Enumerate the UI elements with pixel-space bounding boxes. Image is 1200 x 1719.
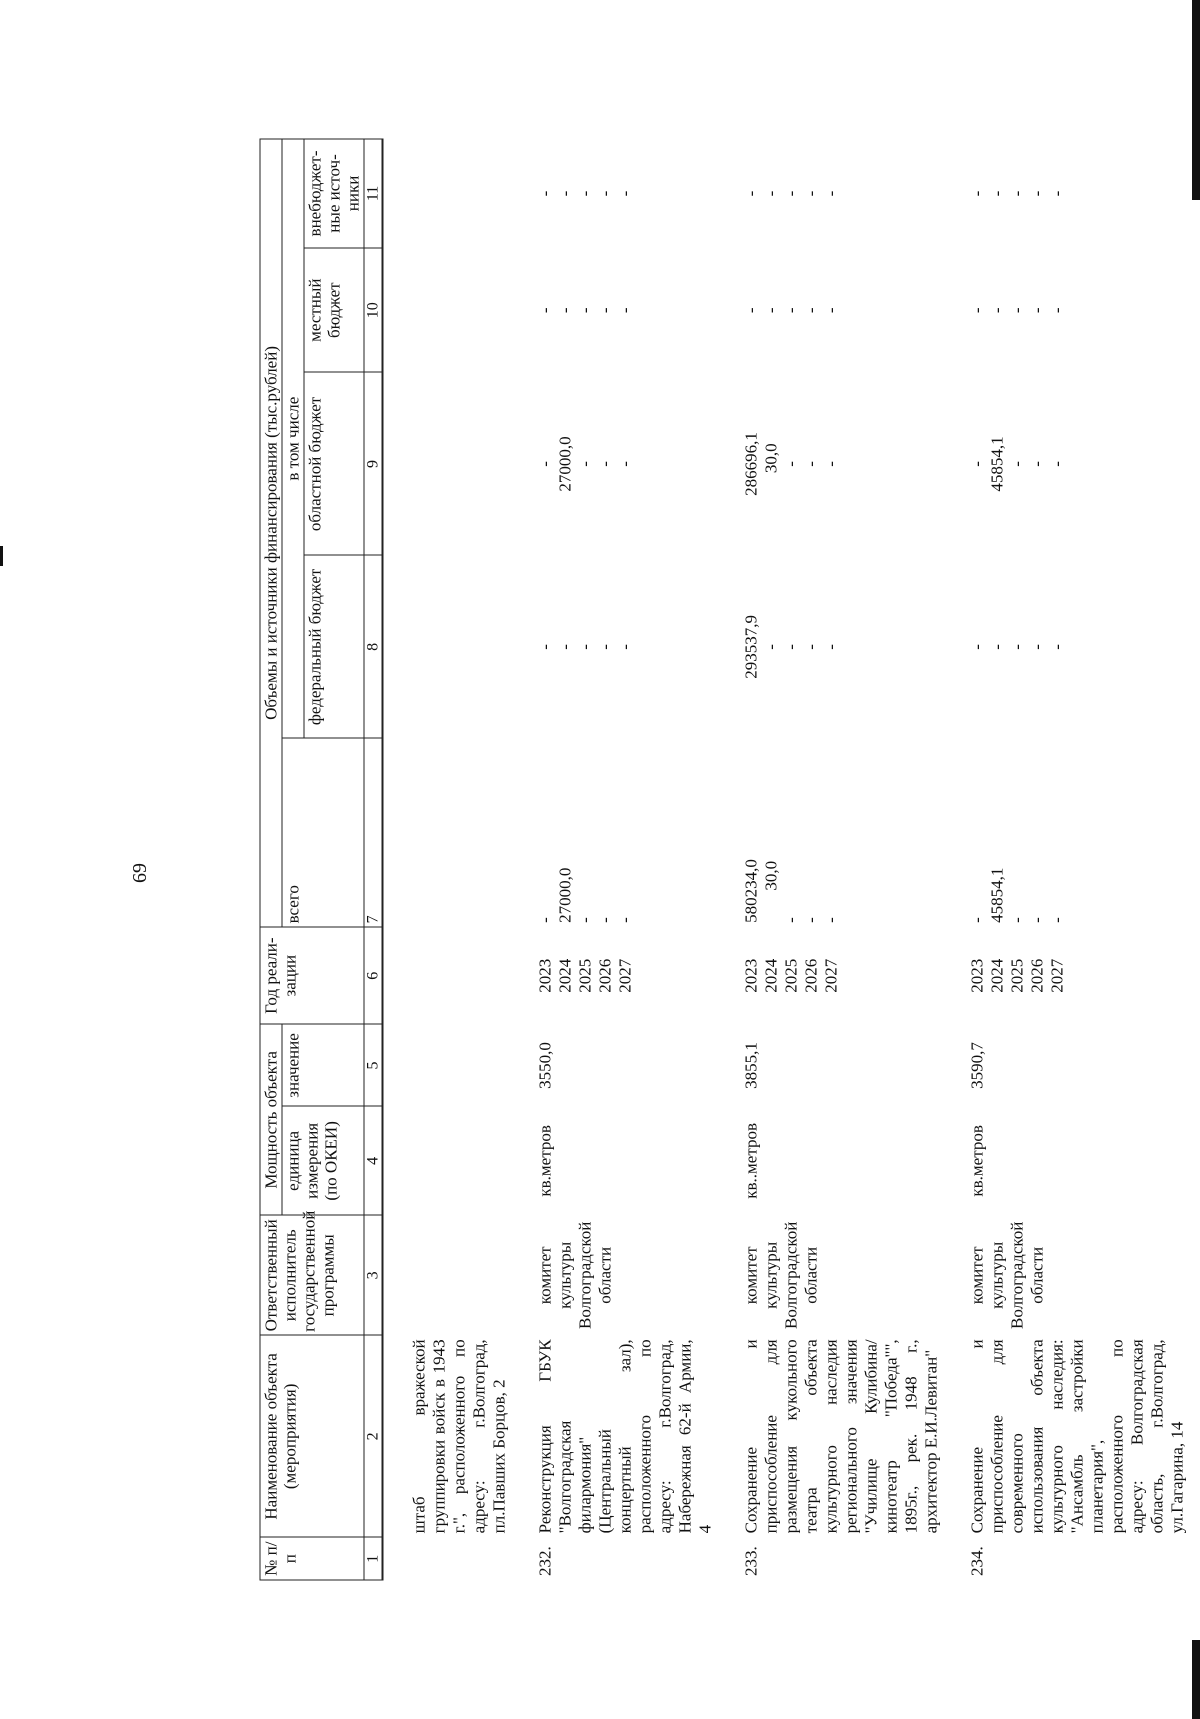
total-amounts: 580234,0 30,0 - - - [741,859,841,923]
row-number: 233. [741,1546,761,1576]
regional-amounts: - 45854,1 - - - [967,436,1067,492]
years: 2023 2024 2025 2026 2027 [535,958,635,993]
capacity-value: 3855,1 [741,1042,761,1089]
federal-amounts: - - - - - [535,644,635,650]
header-local: местный бюджет [304,248,364,373]
regional-amounts: 286696,1 30,0 - - - [741,432,841,496]
column-number: 10 [364,248,383,373]
object-name: Сохранение и приспособление для размещения кукольного театра объекта культурного наследия регионального значения "Училище Кулибина/кинотеатр "Победа"", 1895г., рек. 1948 г., архитектор Е.И.Левитан" [741,1339,941,1534]
local-amounts: - - - - - [967,307,1067,314]
executor: комитет культуры Волгоградской области [967,1221,1047,1329]
executor: комитет культуры Волгоградской области [535,1221,615,1329]
scan-edge-bar-bottom [1192,1640,1200,1719]
table-row-continuation [410,139,510,1580]
executor: комитет культуры Волгоградской области [741,1221,821,1329]
table-row [742,139,942,1580]
header-including: в том числе [282,139,304,738]
column-number: 8 [364,555,383,738]
column-number: 9 [364,373,383,556]
column-number: 11 [364,139,383,248]
header-year: Год реали-зации [260,927,364,1025]
column-number: 3 [364,1215,383,1335]
header-value: значение [282,1025,364,1107]
header-name: Наименование объекта (мероприятия) [260,1335,364,1537]
capacity-value: 3550,0 [535,1042,555,1089]
page-number: 69 [129,863,151,883]
row-number: 232. [535,1546,555,1576]
years: 2023 2024 2025 2026 2027 [741,958,841,993]
continuation-text: штаб вражеской группировки войск в 1943 г.", расположенного по адресу: г.Волгоград, пл.Павших Борцов, 2 [409,1339,509,1534]
federal-amounts: - - - - - [967,644,1067,650]
column-number: 4 [364,1106,383,1215]
rotated-table-page [260,139,1187,1581]
years: 2023 2024 2025 2026 2027 [967,958,1067,993]
header-federal: федеральный бюджет [304,555,364,738]
header-executor: Ответственный исполнитель государственной программы [260,1215,364,1335]
unit: кв..метров [741,1122,761,1199]
offbudget-amounts: - - - - - [967,190,1067,197]
offbudget-amounts: - - - - - [535,190,635,197]
offbudget-amounts: - - - - - [741,190,841,197]
table-row [968,139,1188,1580]
header-total: всего [282,738,364,927]
column-number: 5 [364,1025,383,1107]
financing-table [260,139,1188,1581]
object-name: Сохранение и приспособление для современного использования объекта культурного наследия: "Ансамбль застройки планетария", расположенного по адресу: Волгоградская область, г.Волгоград, ул.Гагарина, 14 [967,1339,1187,1534]
regional-amounts: - 27000,0 - - - [535,436,635,492]
scan-edge-bar-top [1192,0,1200,200]
header-unit: единица измерения (по ОКЕИ) [282,1106,364,1215]
federal-amounts: 293537,9 - - - - [741,615,841,679]
total-amounts: - 27000,0 - - - [535,867,635,923]
column-number: 6 [364,927,383,1025]
object-name: Реконструкция ГБУК "Волгоградская филармония" (Центральный концертный зал), расположенного по адресу: г.Волгоград, Набережная 62-й Армии, 4 [535,1339,715,1534]
header-capacity: Мощность объекта [260,1025,282,1216]
capacity-value: 3590,7 [967,1042,987,1089]
scan-edge-mark [0,546,3,566]
row-number: 234. [967,1546,987,1576]
column-number: 1 [364,1537,383,1580]
local-amounts: - - - - - [741,307,841,314]
unit: кв.метров [967,1125,987,1197]
local-amounts: - - - - - [535,307,635,314]
column-number: 2 [364,1335,383,1537]
total-amounts: - 45854,1 - - - [967,867,1067,923]
unit: кв.метров [535,1125,555,1197]
header-offbudget: внебюджет-ные источ-ники [304,139,364,248]
header-funding: Объемы и источники финансирования (тыс.рублей) [260,139,282,927]
header-regional: областной бюджет [304,373,364,556]
table-row [536,139,716,1580]
column-number: 7 [364,738,383,927]
header-no: № п/п [260,1537,364,1580]
